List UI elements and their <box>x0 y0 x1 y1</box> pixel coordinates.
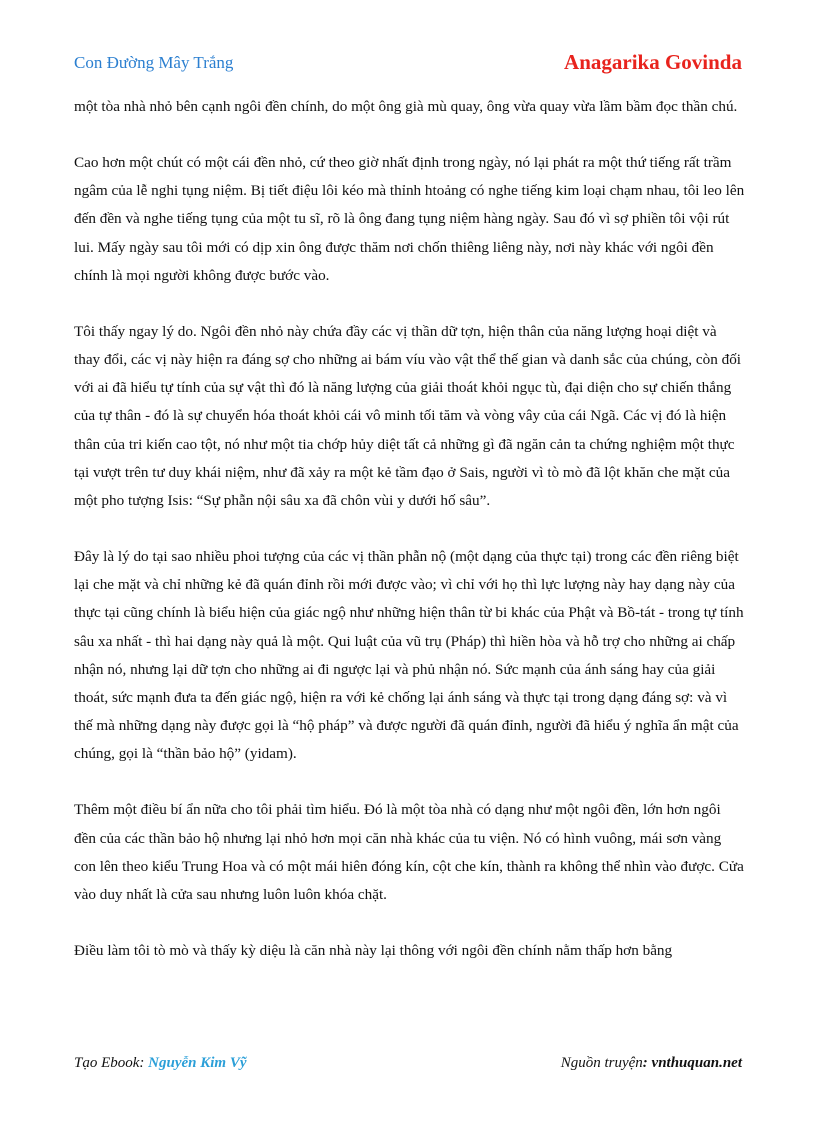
paragraph: Cao hơn một chút có một cái đền nhỏ, cứ theo giờ nhất định trong ngày, nó lại phát ra một thứ tiếng rất trầm ngâm của lễ nghi tụng niệm. Bị tiết điệu lôi kéo mà thỉnh htoảng có nghe tiếng kim loại chạm nhau, tôi leo lên đến đền và nghe tiếng tụng của một tu sĩ, rõ là ông đang tụng niệm hàng ngày. Sau đó vì sợ phiền tôi vội rút lui. Mấy ngày sau tôi mới có dịp xin ông được thăm nơi chốn thiêng liêng này, nơi này khác với ngôi đền chính là mọi người không được bước vào. <box>74 154 745 284</box>
source-separator: : <box>642 1055 652 1071</box>
ebook-label: Tạo Ebook <box>74 1055 140 1071</box>
ebook-credit <box>74 1055 247 1072</box>
book-title: Con Đường Mây Trắng <box>74 53 234 72</box>
source-label: Nguồn truyện <box>560 1055 643 1071</box>
paragraph: Đây là lý do tại sao nhiều phoi tượng của các vị thần phẫn nộ (một dạng của thực tại) trong các đền riêng biệt lại che mặt và chỉ những kẻ đã quán đỉnh rồi mới được vào; vì chỉ với họ thì lực lượng này hay dạng này của thực tại cũng chính là biểu hiện của giác ngộ như những hiện thân từ bi khác của Phật và Bồ-tát - trong tự tính sâu xa nhất - thì hai dạng này quả là một. Qui luật của vũ trụ (Pháp) thì hiền hòa và hỗ trợ cho những ai chấp nhận nó, nhưng lại dữ tợn cho những ai đi ngược lại và phủ nhận nó. Sức mạnh của ánh sáng hay của giải thoát, sức mạnh đưa ta đến giác ngộ, hiện ra với kẻ chống lại ánh sáng và thực tại trong dạng đáng sợ: và vì thế mà những dạng này được gọi là “hộ pháp” và được người đã quán đỉnh, người đã hiểu ý nghĩa ẩn mật của chúng, gọi là “thần bảo hộ” (yidam). <box>74 548 744 763</box>
paragraph: Điều làm tôi tò mò và thấy kỳ diệu là căn nhà này lại thông với ngôi đền chính nằm thấp hơn bằng <box>74 942 673 960</box>
source-credit <box>561 1055 742 1072</box>
page-footer <box>74 1055 742 1077</box>
paragraph: một tòa nhà nhỏ bên cạnh ngôi đền chính, do một ông già mù quay, ông vừa quay vừa lầm bầm đọc thần chú. <box>74 98 738 115</box>
source-site: vnthuquan.net <box>651 1055 742 1071</box>
page-body <box>74 93 746 993</box>
page-header <box>74 50 742 76</box>
paragraph: Thêm một điều bí ẩn nữa cho tôi phải tìm hiểu. Đó là một tòa nhà có dạng như một ngôi đền, lớn hơn ngôi đền của các thần bảo hộ nhưng lại nhỏ hơn mọi căn nhà khác của tu viện. Nó có hình vuông, mái sơn vàng con lên theo kiểu Trung Hoa và có một mái hiên đóng kín, cột che kín, thành ra không thể nhìn vào được. Cửa vào duy nhất là cửa sau nhưng luôn luôn khóa chặt. <box>74 801 744 904</box>
ebook-creator: Nguyễn Kim Vỹ <box>148 1055 247 1071</box>
author-name: Anagarika Govinda <box>564 50 742 74</box>
paragraph: Tôi thấy ngay lý do. Ngôi đền nhỏ này chứa đầy các vị thần dữ tợn, hiện thân của năng lượng hoại diệt và thay đổi, các vị này hiện ra đáng sợ cho những ai bám víu vào vật thể thế gian và danh sắc của chúng, còn đối với ai đã hiểu tự tính của sự vật thì đó là năng lượng của giải thoát khỏi ngục tù, đại diện cho sự chiến thắng của tự thân - đó là sự chuyển hóa thoát khỏi cái vô minh tối tăm và vòng vây của cái Ngã. Các vị đó là hiện thân của tri kiến cao tột, nó như một tia chớp hủy diệt tất cả những gì đã ngăn cản ta chứng nghiệm một thực tại vượt trên tư duy khái niệm, như đã xảy ra một kẻ tầm đạo ở Sais, người vì tò mò đã lột khăn che mặt của một pho tượng Isis: “Sự phẫn nội sâu xa đã chôn vùi y dưới hố sâu”. <box>74 322 742 510</box>
ebook-separator: : <box>139 1055 149 1071</box>
